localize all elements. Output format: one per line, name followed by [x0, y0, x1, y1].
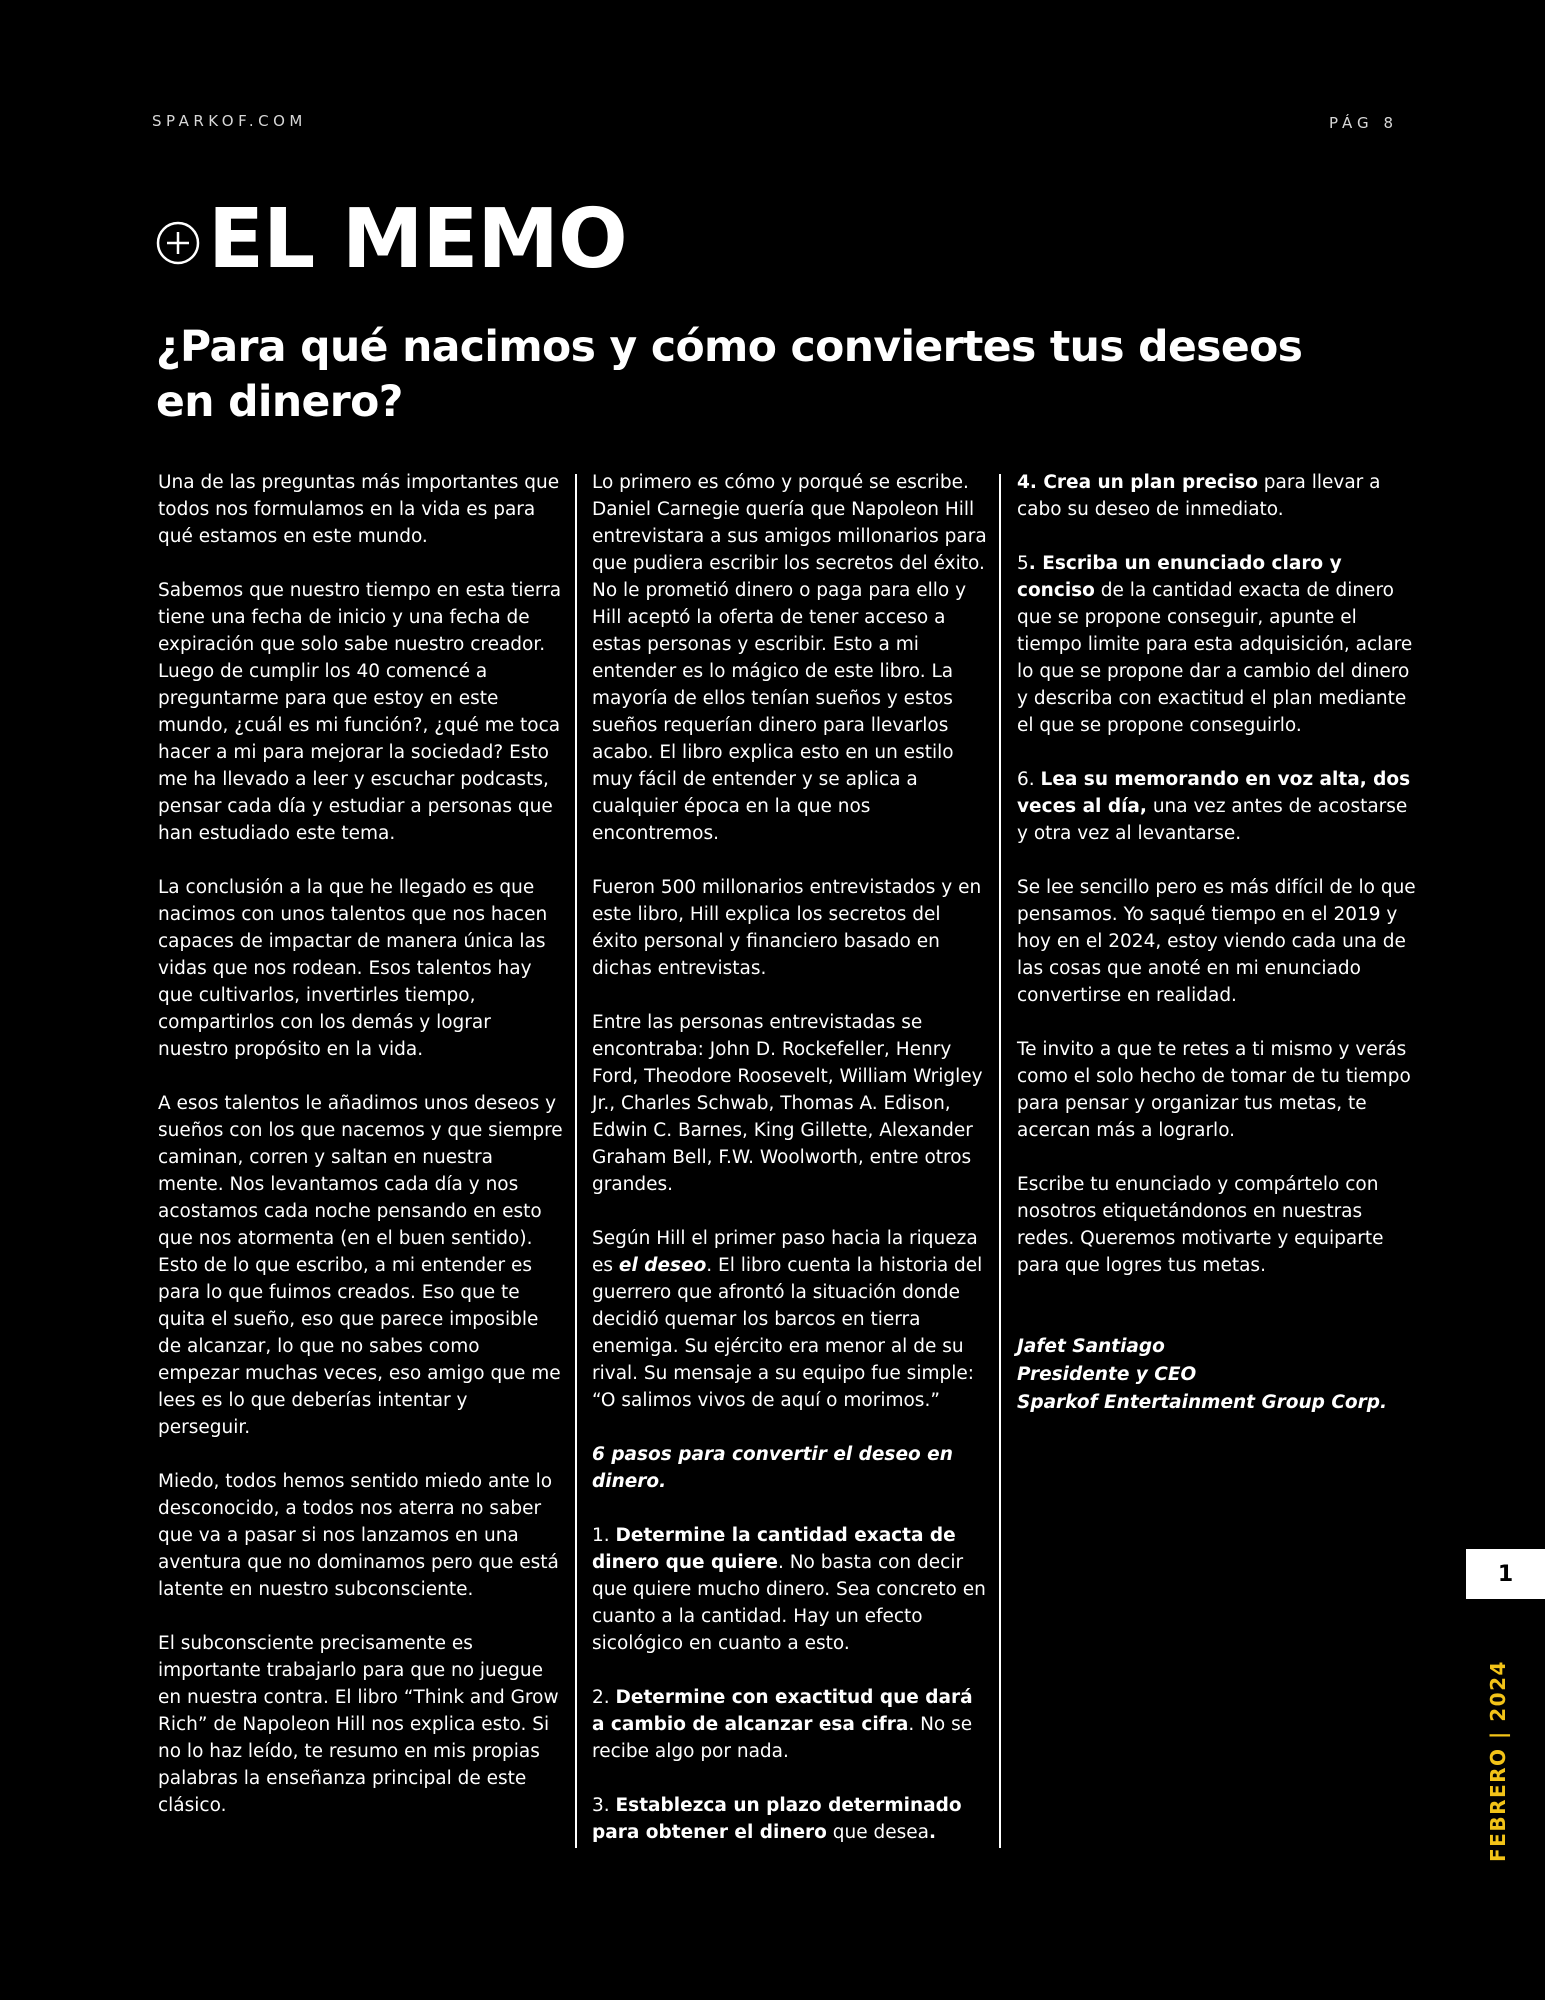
paragraph: Entre las personas entrevistadas se encontraba: John D. Rockefeller, Henry Ford, Theodore Roosevelt, William Wrigley Jr., Charles Schwab, Thomas A. Edison, Edwin C. Barnes, King Gillette, Alexander Graham Bell, F.W. Woolworth, entre otros grandes.: [592, 1012, 983, 1195]
article-column-2: [592, 469, 987, 1873]
page-badge: 1: [1466, 1549, 1545, 1599]
signature-name: Jafet Santiago: [1017, 1336, 1165, 1357]
step-5: 5. Escriba un enunciado claro y conciso de la cantidad exacta de dinero que se propone conseguir, apunte el tiempo limite para esta adquisición, aclare lo que se propone dar a cambio del dinero y describa con exactitud el plan mediante el que se propone conseguirlo.: [1017, 553, 1413, 736]
step-4: 4. Crea un plan preciso para llevar a cabo su deseo de inmediato.: [1017, 472, 1381, 520]
signature-role: Presidente y CEO: [1017, 1364, 1197, 1385]
column-divider: [575, 474, 577, 1848]
paragraph: Una de las preguntas más importantes que todos nos formulamos en la vida es para qué estamos en este mundo.: [158, 472, 560, 547]
signature-company: Sparkof Entertainment Group Corp.: [1017, 1392, 1388, 1413]
site-name: SPARKOF.COM: [152, 112, 307, 130]
circle-plus-icon: [156, 221, 200, 265]
paragraph: A esos talentos le añadimos unos deseos y sueños con los que nacemos y que siempre caminan, corren y saltan en nuestra mente. Nos levantamos cada día y nos acostamos cada noche pensando en esto que nos atormenta (en el buen sentido). Esto de lo que escribo, a mi entender es para lo que fuimos creados. Eso que te quita el sueño, eso que parece imposible de alcanzar, lo que no sabes como empezar muchas veces, eso amigo que me lees es lo que deberías intentar y perseguir.: [158, 1093, 563, 1438]
section-title: EL MEMO: [208, 192, 627, 287]
column-divider: [999, 474, 1001, 1848]
issue-date: FEBRERO | 2024: [1486, 1660, 1510, 1862]
paragraph: Se lee sencillo pero es más difícil de lo que pensamos. Yo saqué tiempo en el 2019 y hoy en el 2024, estoy viendo cada una de las cosas que anoté en mi enunciado convertirse en realidad.: [1017, 877, 1416, 1006]
paragraph: Según Hill el primer paso hacia la riqueza es el deseo. El libro cuenta la historia del guerrero que afrontó la situación donde decidió quemar los barcos en tierra enemiga. Su ejército era menor al de su rival. Su mensaje a su equipo fue simple: “O salimos vivos de aquí o morimos.”: [592, 1228, 983, 1411]
paragraph: El subconsciente precisamente es importante trabajarlo para que no juegue en nuestra contra. El libro “Think and Grow Rich” de Napoleon Hill nos explica esto. Si no lo haz leído, te resumo en mis propias palabras la enseñanza principal de este clásico.: [158, 1633, 559, 1816]
paragraph: Sabemos que nuestro tiempo en esta tierra tiene una fecha de inicio y una fecha de expiración que solo sabe nuestro creador. Luego de cumplir los 40 comencé a preguntarme para que estoy en este mundo, ¿cuál es mi función?, ¿qué me toca hacer a mi para mejorar la sociedad? Esto me ha llevado a leer y escuchar podcasts, pensar cada día y estudiar a personas que han estudiado este tema.: [158, 580, 562, 844]
paragraph: Miedo, todos hemos sentido miedo ante lo desconocido, a todos nos aterra no saber que va a pasar si nos lanzamos en una aventura que no dominamos pero que está latente en nuestro subconsciente.: [158, 1471, 559, 1600]
article-headline: ¿Para qué nacimos y cómo conviertes tus deseos en dinero?: [156, 323, 1303, 427]
step-1: 1. Determine la cantidad exacta de dinero que quiere. No basta con decir que quiere mucho dinero. Sea concreto en cuanto a la cantidad. Hay un efecto sicológico en cuanto a esto.: [592, 1525, 986, 1654]
step-6: 6. Lea su memorando en voz alta, dos veces al día, una vez antes de acostarse y otra vez al levantarse.: [1017, 769, 1411, 844]
step-3: 3. Establezca un plazo determinado para obtener el dinero que desea.: [592, 1795, 962, 1843]
article-column-1: [158, 469, 563, 1846]
paragraph: Lo primero es cómo y porqué se escribe. Daniel Carnegie quería que Napoleon Hill entrevistara a sus amigos millonarios para que pudiera escribir los secretos del éxito. No le prometió dinero o paga para ello y Hill aceptó la oferta de tener acceso a estas personas y escribir. Esto a mi entender es lo mágico de este libro. La mayoría de ellos tenían sueños y estos sueños requerían dinero para llevarlos acabo. El libro explica esto en un estilo muy fácil de entender y se aplica a cualquier época en la que nos encontremos.: [592, 472, 987, 844]
steps-title: 6 pasos para convertir el deseo en dinero.: [592, 1444, 953, 1492]
paragraph: Escribe tu enunciado y compártelo con nosotros etiquetándonos en nuestras redes. Queremos motivarte y equiparte para que logres tus metas.: [1017, 1174, 1384, 1276]
paragraph: Te invito a que te retes a ti mismo y verás como el solo hecho de tomar de tu tiempo para pensar y organizar tus metas, te acercan más a lograrlo.: [1017, 1039, 1411, 1141]
page-number: PÁG 8: [1328, 114, 1398, 132]
section-header: [156, 190, 627, 290]
signature-block: [1017, 1333, 1417, 1417]
paragraph: La conclusión a la que he llegado es que nacimos con unos talentos que nos hacen capaces de impactar de manera única las vidas que nos rodean. Esos talentos hay que cultivarlos, invertirles tiempo, compartirlos con los demás y lograr nuestro propósito en la vida.: [158, 877, 548, 1060]
step-2: 2. Determine con exactitud que dará a cambio de alcanzar esa cifra. No se recibe algo por nada.: [592, 1687, 973, 1762]
article-column-3: [1017, 469, 1417, 1417]
paragraph: Fueron 500 millonarios entrevistados y en este libro, Hill explica los secretos del éxito personal y financiero basado en dichas entrevistas.: [592, 877, 982, 979]
